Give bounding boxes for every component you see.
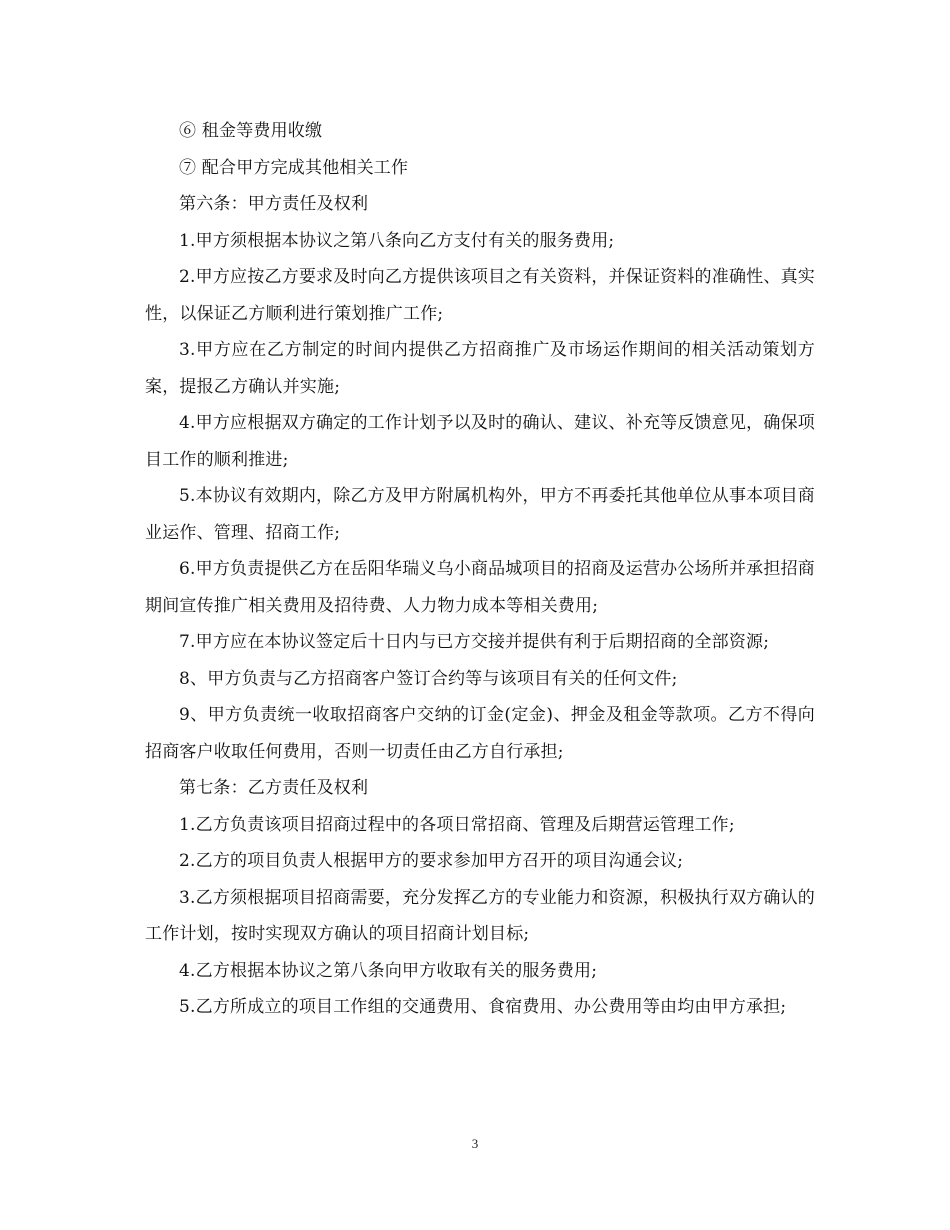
paragraph-article-7-clause-5: 5.乙方所成立的项目工作组的交通费用、食宿费用、办公费用等由均由甲方承担; bbox=[179, 997, 787, 1017]
paragraph-article-6-clause-5: 5.本协议有效期内，除乙方及甲方附属机构外，甲方不再委托其他单位从事本项目商业运作、管理、招商工作; bbox=[145, 486, 815, 543]
paragraph-article-6-clause-3: 3.甲方应在乙方制定的时间内提供乙方招商推广及市场运作期间的相关活动策划方案，提报乙方确认并实施; bbox=[145, 340, 815, 397]
document-body bbox=[145, 113, 815, 1026]
paragraph-item-7-assist-party-a: ⑦ 配合甲方完成其他相关工作 bbox=[179, 157, 409, 178]
paragraph-article-6-clause-8: 8、甲方负责与乙方招商客户签订合约等与该项目有关的任何文件; bbox=[179, 668, 678, 689]
section-heading-article-7: 第七条：乙方责任及权利 bbox=[179, 778, 369, 798]
paragraph-item-6-rent-collection: ⑥ 租金等费用收缴 bbox=[179, 121, 323, 141]
paragraph-article-7-clause-1: 1.乙方负责该项目招商过程中的各项日常招商、管理及后期营运管理工作; bbox=[179, 814, 735, 835]
paragraph-article-6-clause-7: 7.甲方应在本协议签定后十日内与已方交接并提供有利于后期招商的全部资源; bbox=[179, 632, 770, 652]
paragraph-article-6-clause-9: 9、甲方负责统一收取招商客户交纳的订金(定金)、押金及租金等款项。乙方不得向招商客户收取任何费用，否则一切责任由乙方自行承担; bbox=[145, 705, 815, 762]
page-number: 3 bbox=[471, 1136, 479, 1151]
paragraph-article-6-clause-6: 6.甲方负责提供乙方在岳阳华瑞义乌小商品城项目的招商及运营办公场所并承担招商期间宣传推广相关费用及招待费、人力物力成本等相关费用; bbox=[145, 559, 815, 616]
section-heading-article-6: 第六条：甲方责任及权利 bbox=[179, 194, 369, 214]
paragraph-article-7-clause-3: 3.乙方须根据项目招商需要，充分发挥乙方的专业能力和资源，积极执行双方确认的工作计划，按时实现双方确认的项目招商计划目标; bbox=[145, 887, 815, 944]
paragraph-article-6-clause-1: 1.甲方须根据本协议之第八条向乙方支付有关的服务费用; bbox=[179, 230, 615, 251]
paragraph-article-7-clause-4: 4.乙方根据本协议之第八条向甲方收取有关的服务费用; bbox=[179, 960, 598, 981]
paragraph-article-7-clause-2: 2.乙方的项目负责人根据甲方的要求参加甲方召开的项目沟通会议; bbox=[179, 851, 684, 871]
paragraph-article-6-clause-4: 4.甲方应根据双方确定的工作计划予以及时的确认、建议、补充等反馈意见，确保项目工作的顺利推进; bbox=[145, 413, 815, 470]
paragraph-article-6-clause-2: 2.甲方应按乙方要求及时向乙方提供该项目之有关资料，并保证资料的准确性、真实性，以保证乙方顺利进行策划推广工作; bbox=[145, 267, 815, 324]
